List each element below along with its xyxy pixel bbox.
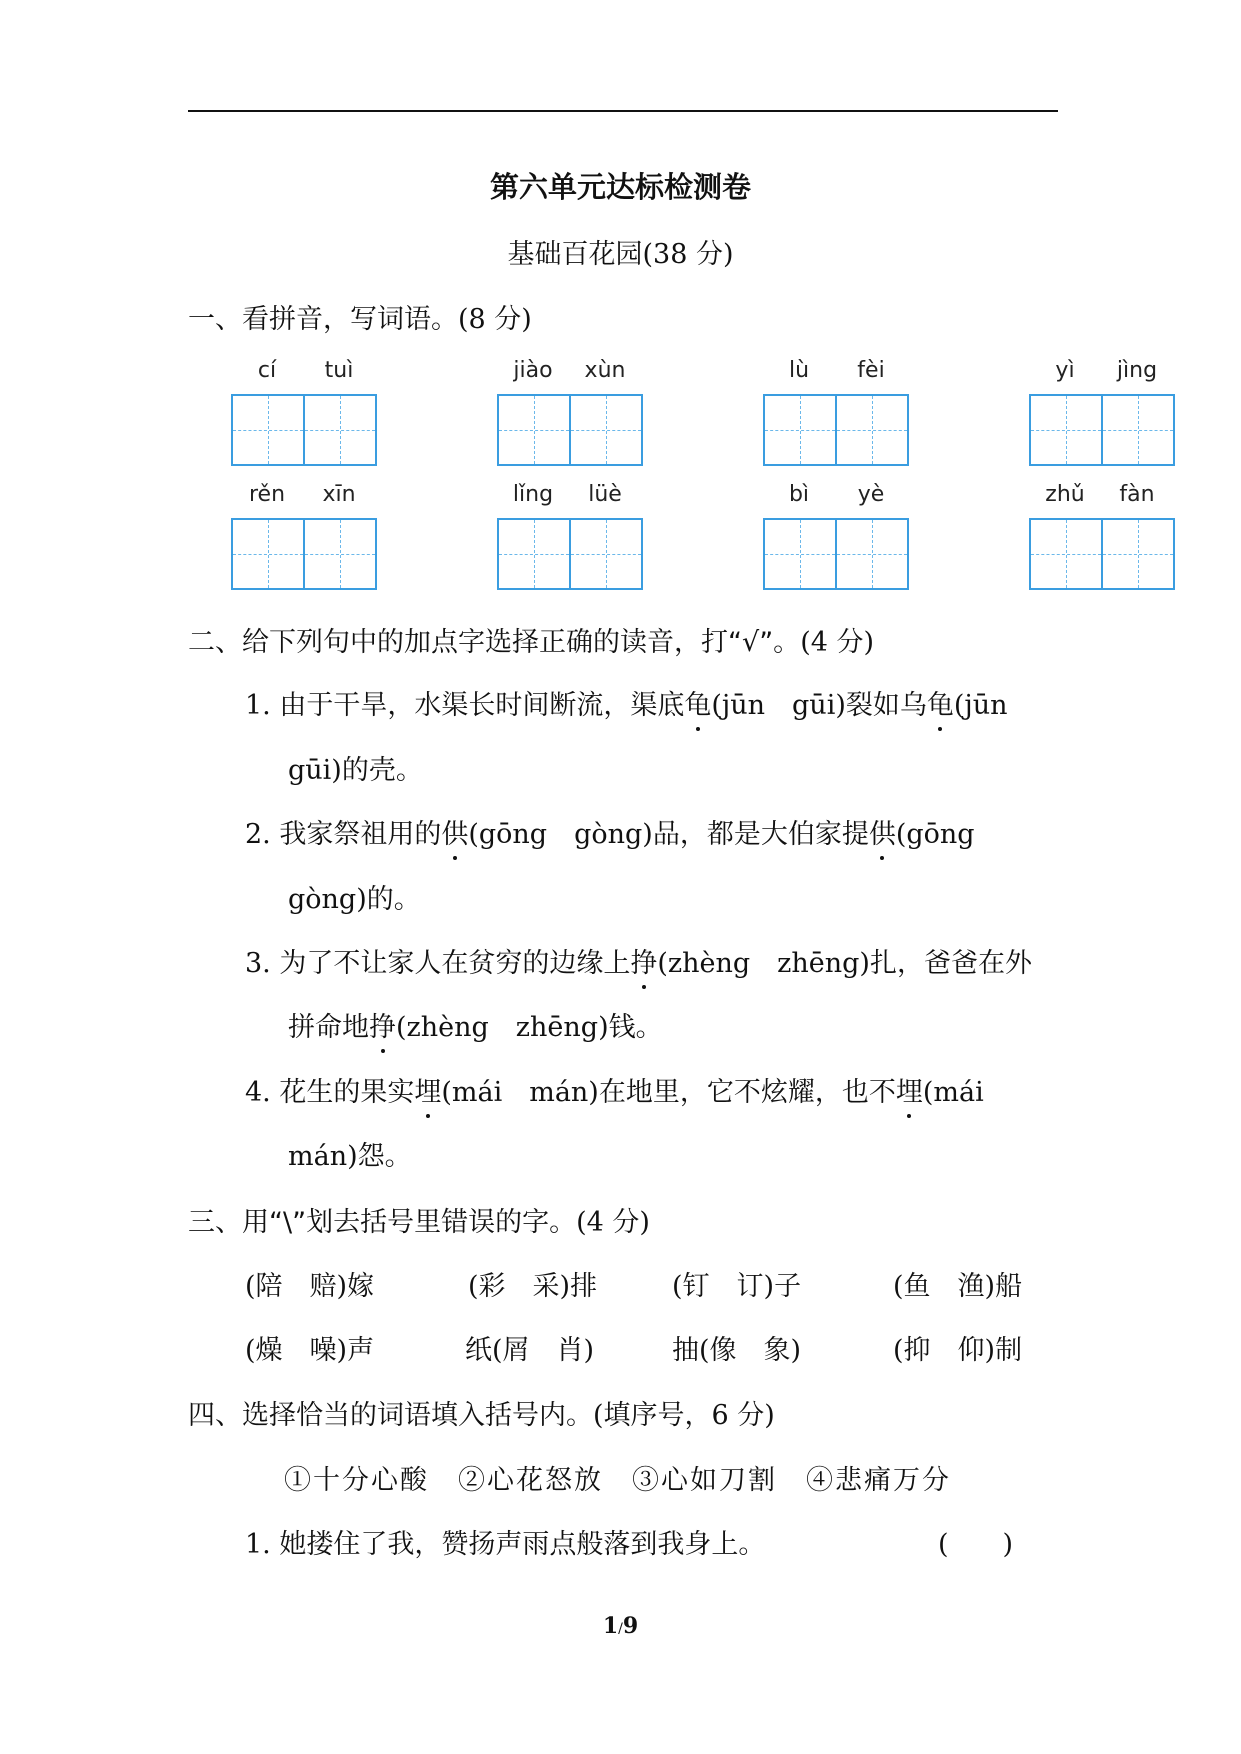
pinyin: xùn (584, 358, 626, 383)
section4-heading (188, 1393, 775, 1432)
word-item (1029, 358, 1175, 466)
question-2-3-line1 (245, 941, 1032, 980)
pinyin: fèi (857, 358, 885, 383)
char-box[interactable] (1031, 520, 1101, 588)
word-options: ①十分心酸 ②心花怒放 ③心如刀割 ④悲痛万分 (284, 1465, 951, 1496)
question-2-1-line2: gūi)的壳。 (288, 755, 423, 786)
section4-score: (填序号，6 分) (593, 1400, 775, 1431)
question-2-3-line2 (288, 1005, 663, 1044)
text: (mái mán)在地里，它不炫耀，也不 (441, 1077, 896, 1108)
dotted-char: 挣 (369, 1005, 396, 1044)
page-sep: / (618, 1621, 623, 1637)
question-2-4-line1 (245, 1070, 984, 1109)
word-item (231, 482, 377, 590)
section1-heading (188, 297, 532, 336)
word-choice-item: (抑 仰)制 (893, 1335, 1023, 1366)
page-current: 1 (602, 1613, 619, 1639)
part-subtitle: 基础百花园(38 分) (507, 239, 734, 270)
section1-heading-text: 一、看拼音，写词语。 (188, 304, 458, 335)
pinyin: jiào (513, 358, 553, 383)
pinyin: zhǔ (1045, 482, 1085, 507)
char-box[interactable] (499, 520, 569, 588)
text: (jūn gūi)裂如乌 (711, 690, 927, 721)
section3-score: (4 分) (576, 1207, 650, 1238)
text: (zhèng zhēng)扎，爸爸在外 (657, 948, 1032, 979)
pinyin: fàn (1119, 482, 1155, 507)
char-box[interactable] (1101, 520, 1173, 588)
answer-paren[interactable]: ( ) (938, 1529, 1014, 1560)
word-item (763, 358, 909, 466)
section1-score: (8 分) (458, 304, 532, 335)
pinyin: tuì (324, 358, 354, 383)
word-item (497, 482, 643, 590)
section3-heading-text: 三、用“\”划去括号里错误的字。 (188, 1207, 577, 1238)
char-box[interactable] (1101, 396, 1173, 464)
section2-score: (4 分) (800, 627, 875, 658)
writing-boxes[interactable] (1029, 394, 1175, 466)
pinyin: rěn (248, 482, 286, 507)
page-number (0, 1613, 1241, 1639)
dotted-char: 供 (869, 812, 896, 851)
char-box[interactable] (765, 396, 835, 464)
text: 3. 为了不让家人在贫穷的边缘上 (245, 948, 631, 979)
text: 4. 花生的果实 (245, 1077, 415, 1108)
section2-heading-text: 二、给下列句中的加点字选择正确的读音，打“√”。 (188, 627, 801, 658)
char-box[interactable] (233, 520, 303, 588)
pinyin: yè (857, 482, 885, 507)
text: (gōng (895, 819, 975, 850)
dotted-char: 龟 (684, 683, 711, 722)
pinyin: lǐng (512, 482, 554, 507)
word-choice-item: 抽(像 象) (672, 1335, 802, 1366)
question-2-2-line2: gòng)的。 (288, 884, 421, 915)
writing-boxes[interactable] (497, 518, 643, 590)
text: 拼命地 (288, 1012, 369, 1043)
pinyin: yì (1055, 358, 1075, 383)
word-item (763, 482, 909, 590)
word-choice-item: (陪 赔)嫁 (245, 1271, 375, 1302)
word-choice-item: (钉 订)子 (672, 1271, 802, 1302)
question-2-2-line1 (245, 812, 975, 851)
dotted-char: 埋 (414, 1070, 441, 1109)
question-2-4-line2: mán)怨。 (288, 1141, 412, 1172)
writing-boxes[interactable] (231, 518, 377, 590)
char-box[interactable] (569, 520, 641, 588)
section4-heading-text: 四、选择恰当的词语填入括号内。 (188, 1400, 593, 1431)
char-box[interactable] (835, 396, 907, 464)
dotted-char: 供 (441, 812, 468, 851)
pinyin: lüè (588, 482, 622, 507)
text: (zhèng zhēng)钱。 (396, 1012, 663, 1043)
char-box[interactable] (765, 520, 835, 588)
writing-boxes[interactable] (231, 394, 377, 466)
page-title: 第六单元达标检测卷 (489, 170, 751, 204)
word-item (497, 358, 643, 466)
text: (jūn (953, 690, 1008, 721)
text: (mái (922, 1077, 984, 1108)
char-box[interactable] (569, 396, 641, 464)
writing-boxes[interactable] (763, 518, 909, 590)
top-rule (188, 110, 1058, 112)
section3-heading (188, 1200, 650, 1239)
pinyin: lù (788, 358, 810, 383)
char-box[interactable] (1031, 396, 1101, 464)
text: 2. 我家祭祖用的 (245, 819, 442, 850)
word-item (1029, 482, 1175, 590)
dotted-char: 埋 (896, 1070, 923, 1109)
char-box[interactable] (233, 396, 303, 464)
pinyin: bì (788, 482, 810, 507)
text: (gōng gòng)品，都是大伯家提 (468, 819, 869, 850)
word-choice-item: 纸(屑 肖) (465, 1335, 595, 1366)
dotted-char: 龟 (927, 683, 954, 722)
section2-heading (188, 620, 874, 659)
writing-boxes[interactable] (763, 394, 909, 466)
writing-boxes[interactable] (1029, 518, 1175, 590)
pinyin: xīn (322, 482, 356, 507)
dotted-char: 挣 (630, 941, 657, 980)
word-choice-item: (鱼 渔)船 (893, 1271, 1023, 1302)
char-box[interactable] (303, 396, 375, 464)
pinyin: cí (257, 358, 277, 383)
text: 1. 由于干旱，水渠长时间断流，渠底 (245, 690, 685, 721)
word-choice-item: (燥 噪)声 (245, 1335, 375, 1366)
question-2-1-line1 (245, 683, 1008, 722)
char-box[interactable] (303, 520, 375, 588)
writing-boxes[interactable] (497, 394, 643, 466)
page-total: 9 (622, 1613, 639, 1639)
word-item (231, 358, 377, 466)
char-box[interactable] (499, 396, 569, 464)
char-box[interactable] (835, 520, 907, 588)
word-choice-item: (彩 采)排 (468, 1271, 598, 1302)
pinyin: jìng (1116, 358, 1158, 383)
question-4-1: 1. 她搂住了我，赞扬声雨点般落到我身上。 (245, 1529, 766, 1560)
